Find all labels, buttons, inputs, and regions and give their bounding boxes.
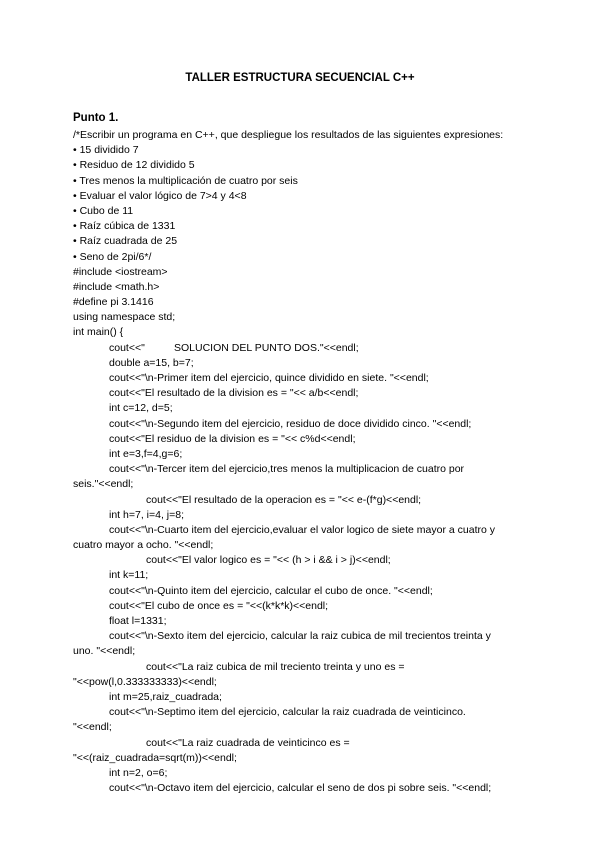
code-line: cout<<"El cubo de once es = "<<(k*k*k)<<endl; [109, 599, 329, 612]
code-line: "<<pow(l,0.333333333)<<endl; [73, 675, 217, 688]
code-line: cout<<"La raiz cubica de mil treciento treinta y uno es = [146, 660, 405, 673]
text-line: /*Escribir un programa en C++, que despliegue los resultados de las siguientes expresiones: [73, 129, 504, 141]
code-line: cout<<"\n-Primer item del ejercicio, quince dividido en siete. "<<endl; [109, 372, 429, 384]
code-line: uno. "<<endl; [73, 645, 136, 658]
code-line: cout<<"El residuo de la division es = "<< c%d<<endl; [109, 432, 356, 445]
document-title: TALLER ESTRUCTURA SECUENCIAL C++ [185, 72, 415, 84]
code-line: #include <iostream> [73, 265, 168, 278]
bullet-item: • Tres menos la multiplicación de cuatro por seis [73, 174, 298, 187]
code-line: #include <math.h> [73, 280, 160, 293]
code-line: cuatro mayor a ocho. "<<endl; [73, 539, 214, 552]
code-line: int m=25,raiz_cuadrada; [109, 690, 222, 703]
code-line: int h=7, i=4, j=8; [109, 508, 185, 521]
bullet-item: • Raíz cuadrada de 25 [73, 235, 178, 248]
code-line: int main() { [73, 326, 124, 339]
code-line: cout<<"\n-Tercer item del ejercicio,tres menos la multiplicacion de cuatro por [109, 463, 465, 476]
code-line: int n=2, o=6; [109, 766, 168, 779]
code-line: seis."<<endl; [73, 478, 134, 491]
code-line: cout<<"\n-Cuarto item del ejercicio,evaluar el valor logico de siete mayor a cuatro y [109, 523, 495, 536]
code-line: cout<<"El resultado de la division es = "<< a/b<<endl; [109, 387, 359, 400]
code-line: "<<(raiz_cuadrada=sqrt(m))<<endl; [73, 751, 237, 764]
bullet-item: • 15 dividido 7 [73, 144, 139, 157]
code-line: double a=15, b=7; [109, 356, 194, 369]
document-body [73, 128, 543, 796]
code-line: cout<<"\n-Sexto item del ejercicio, calcular la raiz cubica de mil trecientos treinta y [109, 630, 491, 643]
bullet-item: • Raíz cúbica de 1331 [73, 220, 176, 233]
bullet-item: • Seno de 2pi/6*/ [73, 250, 152, 263]
code-line: cout<<" SOLUCION DEL PUNTO DOS."<<endl; [109, 341, 359, 354]
code-line: "<<endl; [73, 721, 112, 734]
code-line: int k=11; [109, 569, 149, 582]
code-line: float l=1331; [109, 615, 167, 627]
code-line: cout<<"\n-Septimo item del ejercicio, calcular la raiz cuadrada de veinticinco. [109, 706, 466, 719]
code-line: #define pi 3.1416 [73, 296, 154, 309]
code-line: cout<<"El resultado de la operacion es = "<< e-(f*g)<<endl; [146, 493, 422, 506]
code-line: int c=12, d=5; [109, 402, 173, 415]
code-line: cout<<"\n-Segundo item del ejercicio, residuo de doce dividido cinco. "<<endl; [109, 417, 472, 430]
bullet-item: • Residuo de 12 dividido 5 [73, 159, 195, 172]
code-line: cout<<"La raiz cuadrada de veinticinco es = [146, 736, 350, 749]
code-line: int e=3,f=4,g=6; [109, 447, 183, 460]
bullet-item: • Evaluar el valor lógico de 7>4 y 4<8 [73, 189, 247, 202]
code-line: cout<<"\n-Octavo item del ejercicio, calcular el seno de dos pi sobre seis. "<<endl; [109, 782, 492, 795]
code-line: cout<<"\n-Quinto item del ejercicio, calcular el cubo de once. "<<endl; [109, 584, 433, 597]
section-heading: Punto 1. [73, 112, 119, 124]
code-line: cout<<"El valor logico es = "<< (h > i && i > j)<<endl; [146, 554, 391, 567]
code-line: using namespace std; [73, 311, 176, 324]
bullet-item: • Cubo de 11 [73, 204, 134, 217]
